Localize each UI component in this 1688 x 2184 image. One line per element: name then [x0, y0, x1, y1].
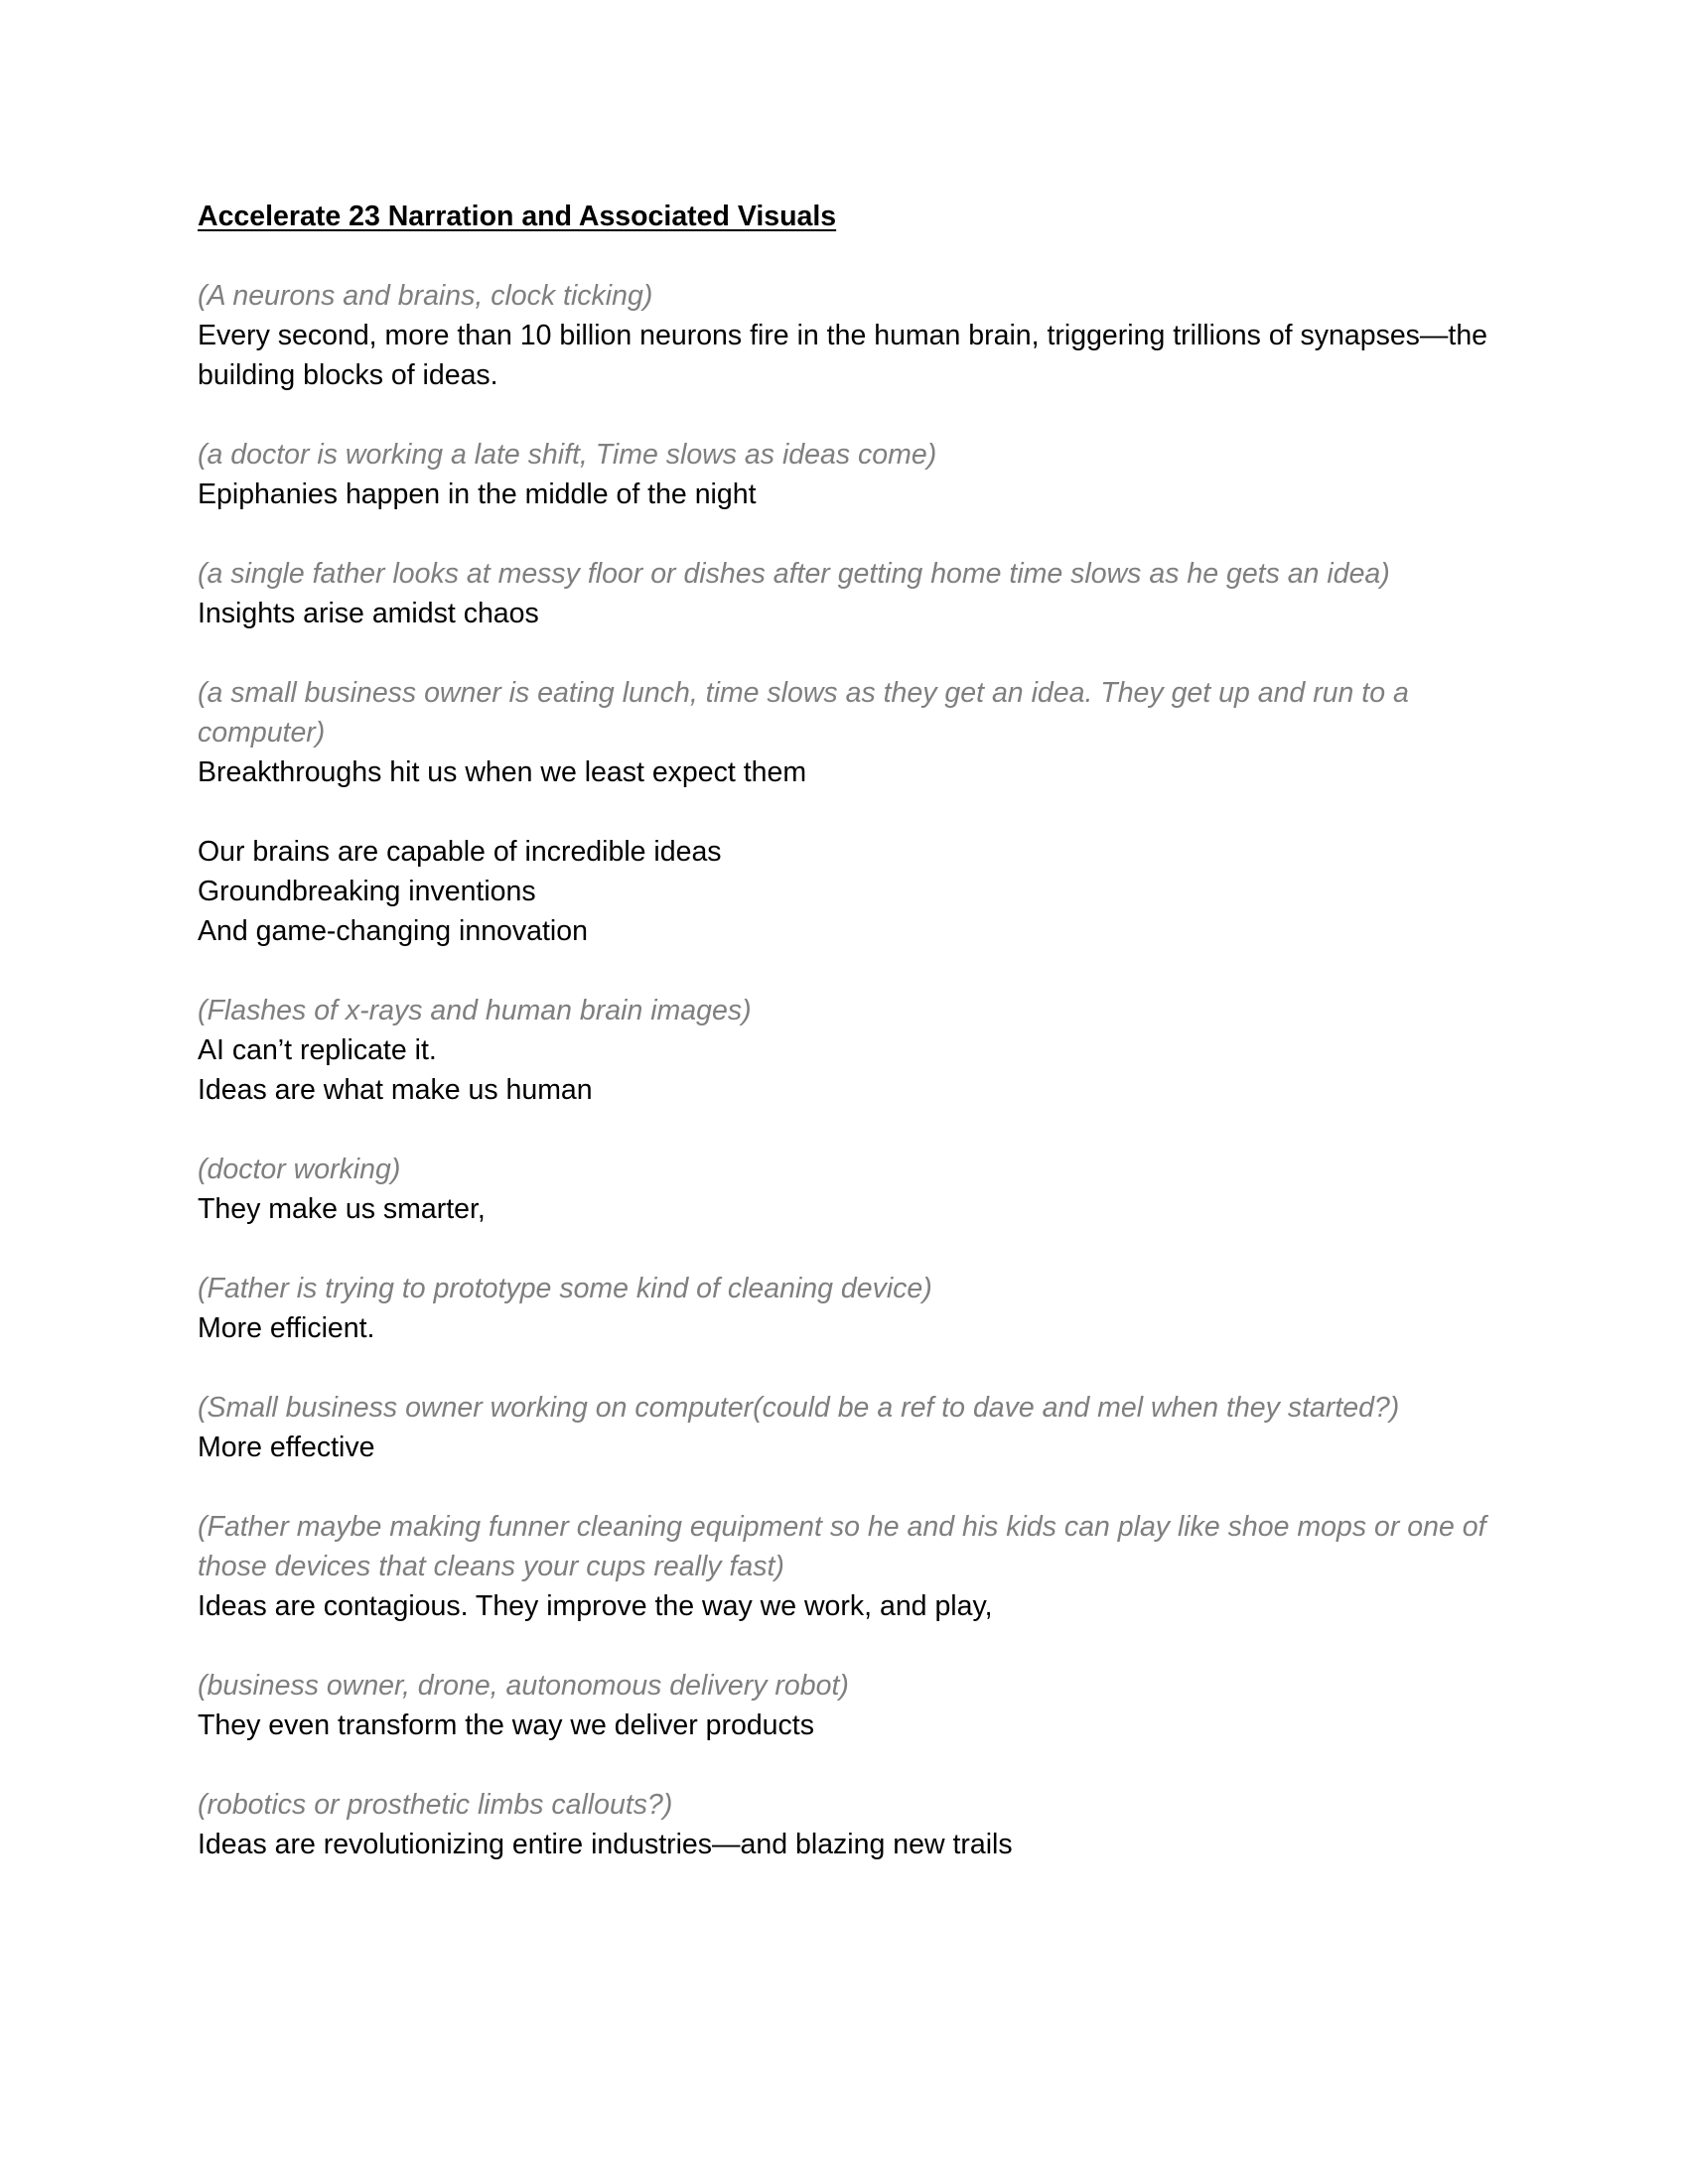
narration-line: Ideas are contagious. They improve the way we work, and play, [198, 1590, 993, 1622]
narration-line: Ideas are what make us human [198, 1074, 593, 1106]
narration-block [198, 673, 1508, 792]
visual-direction: (A neurons and brains, clock ticking) [198, 280, 653, 312]
narration-block [198, 991, 1508, 1110]
narration-block [198, 1388, 1508, 1467]
narration-block [198, 276, 1508, 395]
document-title: Accelerate 23 Narration and Associated Visuals [198, 201, 837, 232]
visual-direction: (business owner, drone, autonomous delivery robot) [198, 1670, 849, 1702]
visual-direction: (Father is trying to prototype some kind of cleaning device) [198, 1273, 932, 1304]
narration-line: More efficient. [198, 1312, 375, 1344]
visual-direction: (doctor working) [198, 1154, 401, 1185]
visual-direction: (Father maybe making funner cleaning equipment so he and his kids can play like shoe mops or one of those devices that cleans your cups really fast) [198, 1511, 1486, 1582]
narration-line: Ideas are revolutionizing entire industries—and blazing new trails [198, 1829, 1013, 1860]
narration-line: Epiphanies happen in the middle of the night [198, 478, 757, 510]
narration-block [198, 435, 1508, 514]
document-page [198, 197, 1508, 1904]
narration-block [198, 832, 1508, 951]
narration-blocks [198, 276, 1508, 1864]
narration-block [198, 1785, 1508, 1864]
narration-line: AI can’t replicate it. [198, 1034, 437, 1066]
narration-block [198, 1150, 1508, 1229]
narration-line: Insights arise amidst chaos [198, 598, 539, 629]
narration-line: They even transform the way we deliver products [198, 1709, 814, 1741]
narration-line: Groundbreaking inventions [198, 876, 536, 907]
visual-direction: (a small business owner is eating lunch, time slows as they get an idea. They get up and run to a computer) [198, 677, 1409, 749]
narration-block [198, 554, 1508, 633]
narration-block [198, 1507, 1508, 1626]
narration-line: And game-changing innovation [198, 915, 588, 947]
narration-block [198, 1666, 1508, 1745]
visual-direction: (Small business owner working on computer(could be a ref to dave and mel when they started?) [198, 1392, 1400, 1424]
narration-block [198, 1269, 1508, 1348]
visual-direction: (robotics or prosthetic limbs callouts?) [198, 1789, 673, 1821]
visual-direction: (Flashes of x-rays and human brain images) [198, 995, 752, 1026]
narration-line: Our brains are capable of incredible ideas [198, 836, 722, 868]
visual-direction: (a single father looks at messy floor or dishes after getting home time slows as he gets an idea) [198, 558, 1390, 590]
visual-direction: (a doctor is working a late shift, Time slows as ideas come) [198, 439, 937, 471]
narration-line: Every second, more than 10 billion neurons fire in the human brain, triggering trillions of synapses—the building blocks of ideas. [198, 320, 1488, 391]
narration-line: They make us smarter, [198, 1193, 486, 1225]
narration-line: More effective [198, 1432, 375, 1463]
narration-line: Breakthroughs hit us when we least expect them [198, 756, 807, 788]
